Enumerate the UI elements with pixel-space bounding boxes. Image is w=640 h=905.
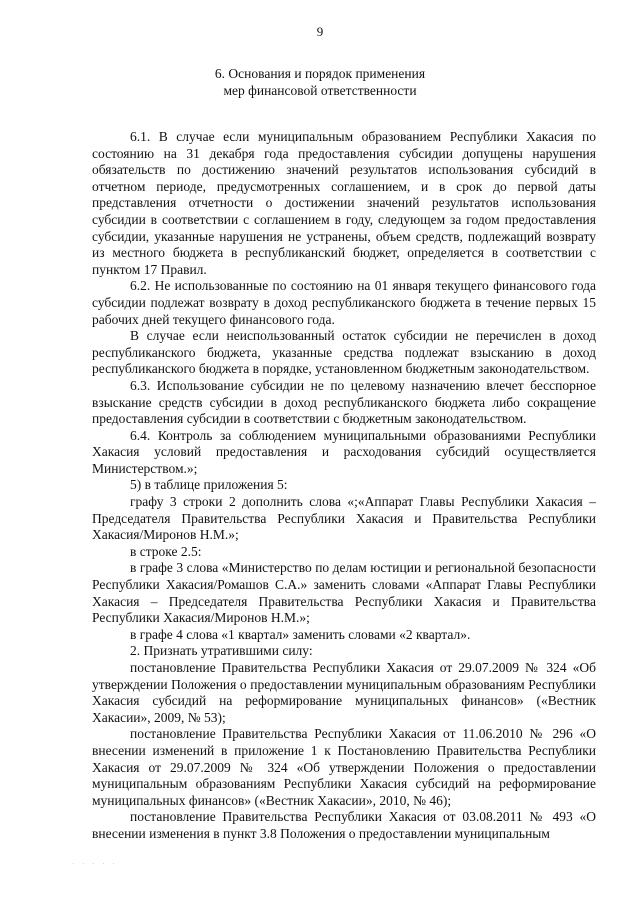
paragraph-column-3-replace: в графе 3 слова «Министерство по делам юстиции и региональной безопасности Республики Хакасия/Ромашов С.А.» заменить словами «Аппарат Главы Республики Хакасия – Председателя Правительства Республики Хакасия и Правительства Республики Хакасия/Миронов Н.М.»; bbox=[92, 560, 596, 626]
paragraph-6-2: 6.2. Не использованные по состоянию на 01 января текущего финансового года субсидии подлежат возврату в доход республиканского бюджета в течение первых 15 рабочих дней текущего финансового года. bbox=[92, 278, 596, 327]
paragraph-6-3: 6.3. Использование субсидии не по целевому назначению влечет бесспорное взыскание средств субсидии в доход республиканского бюджета либо сокращение предоставления субсидии в соответствии с бюджетным законодательством. bbox=[92, 377, 596, 427]
paragraph-column-3-row-2: графу 3 строки 2 дополнить слова «;«Аппарат Главы Республики Хакасия – Председателя Правительства Республики Хакасия и Правительства Республики Хакасия/Миронов Н.М.»; bbox=[92, 494, 596, 543]
paragraph-repeal-2009-324: постановление Правительства Республики Хакасия от 29.07.2009 № 324 «Об утверждении Положения о предоставлении муниципальным образованиям Республики Хакасия субсидий на реформирование муниципальных финансов» («Вестник Хакасии», 2009, № 53); bbox=[92, 660, 596, 725]
section-heading bbox=[0, 66, 640, 99]
paragraph-appendix-5: 5) в таблице приложения 5: bbox=[130, 477, 288, 493]
paragraph-repeal-2010-296: постановление Правительства Республики Хакасия от 11.06.2010 № 296 «О внесении изменений в приложение 1 к Постановлению Правительства Республики Хакасия от 29.07.2009 № 324 «Об утверждении Положения о предоставлении муниципальным образованиям Республики Хакасия субсидий на реформирование муниципальных финансов» («Вестник Хакасии», 2010, № 46); bbox=[92, 726, 596, 808]
page-number: 9 bbox=[316, 24, 324, 39]
paragraph-unspent-balance: В случае если неиспользованный остаток субсидии не перечислен в доход республиканского бюджета, указанные средства подлежат взысканию в доход республиканского бюджета в порядке, установленном бюджетным законодательством. bbox=[92, 328, 596, 377]
paragraph-6-1: 6.1. В случае если муниципальным образованием Республики Хакасия по состоянию на 31 декабря года предоставления субсидии допущены нарушения обязательств по достижению значений результатов использования субсидий в отчетном периоде, предусмотренных соглашением, и в срок до первой даты представления отчетности о достижении значений результатов использования субсидии в соответствии с соглашением в году, следующем за годом предоставления субсидии, указанные нарушения не устранены, объем средств, подлежащий возврату из местного бюджета в республиканский бюджет, определяется в соответствии с пунктом 17 Правил. bbox=[92, 129, 596, 277]
scan-artifact: · · · · · bbox=[72, 860, 118, 868]
paragraph-column-4-replace: в графе 4 слова «1 квартал» заменить словами «2 квартал». bbox=[130, 626, 471, 642]
paragraph-repeal-2011-493: постановление Правительства Республики Хакасия от 03.08.2011 № 493 «О внесении изменения в пункт 3.8 Положения о предоставлении муниципальным bbox=[92, 809, 596, 841]
paragraph-6-4: 6.4. Контроль за соблюдением муниципальными образованиями Республики Хакасия условий предоставления и расходования субсидий осуществляется Министерством.»; bbox=[92, 427, 596, 476]
paragraph-row-2-5: в строке 2.5: bbox=[130, 543, 202, 559]
section-heading-line-1: 6. Основания и порядок применения bbox=[214, 66, 426, 81]
paragraph-repeal: 2. Признать утратившими силу: bbox=[130, 643, 313, 659]
section-heading-line-2: мер финансовой ответственности bbox=[223, 82, 417, 98]
document-body bbox=[92, 129, 596, 843]
